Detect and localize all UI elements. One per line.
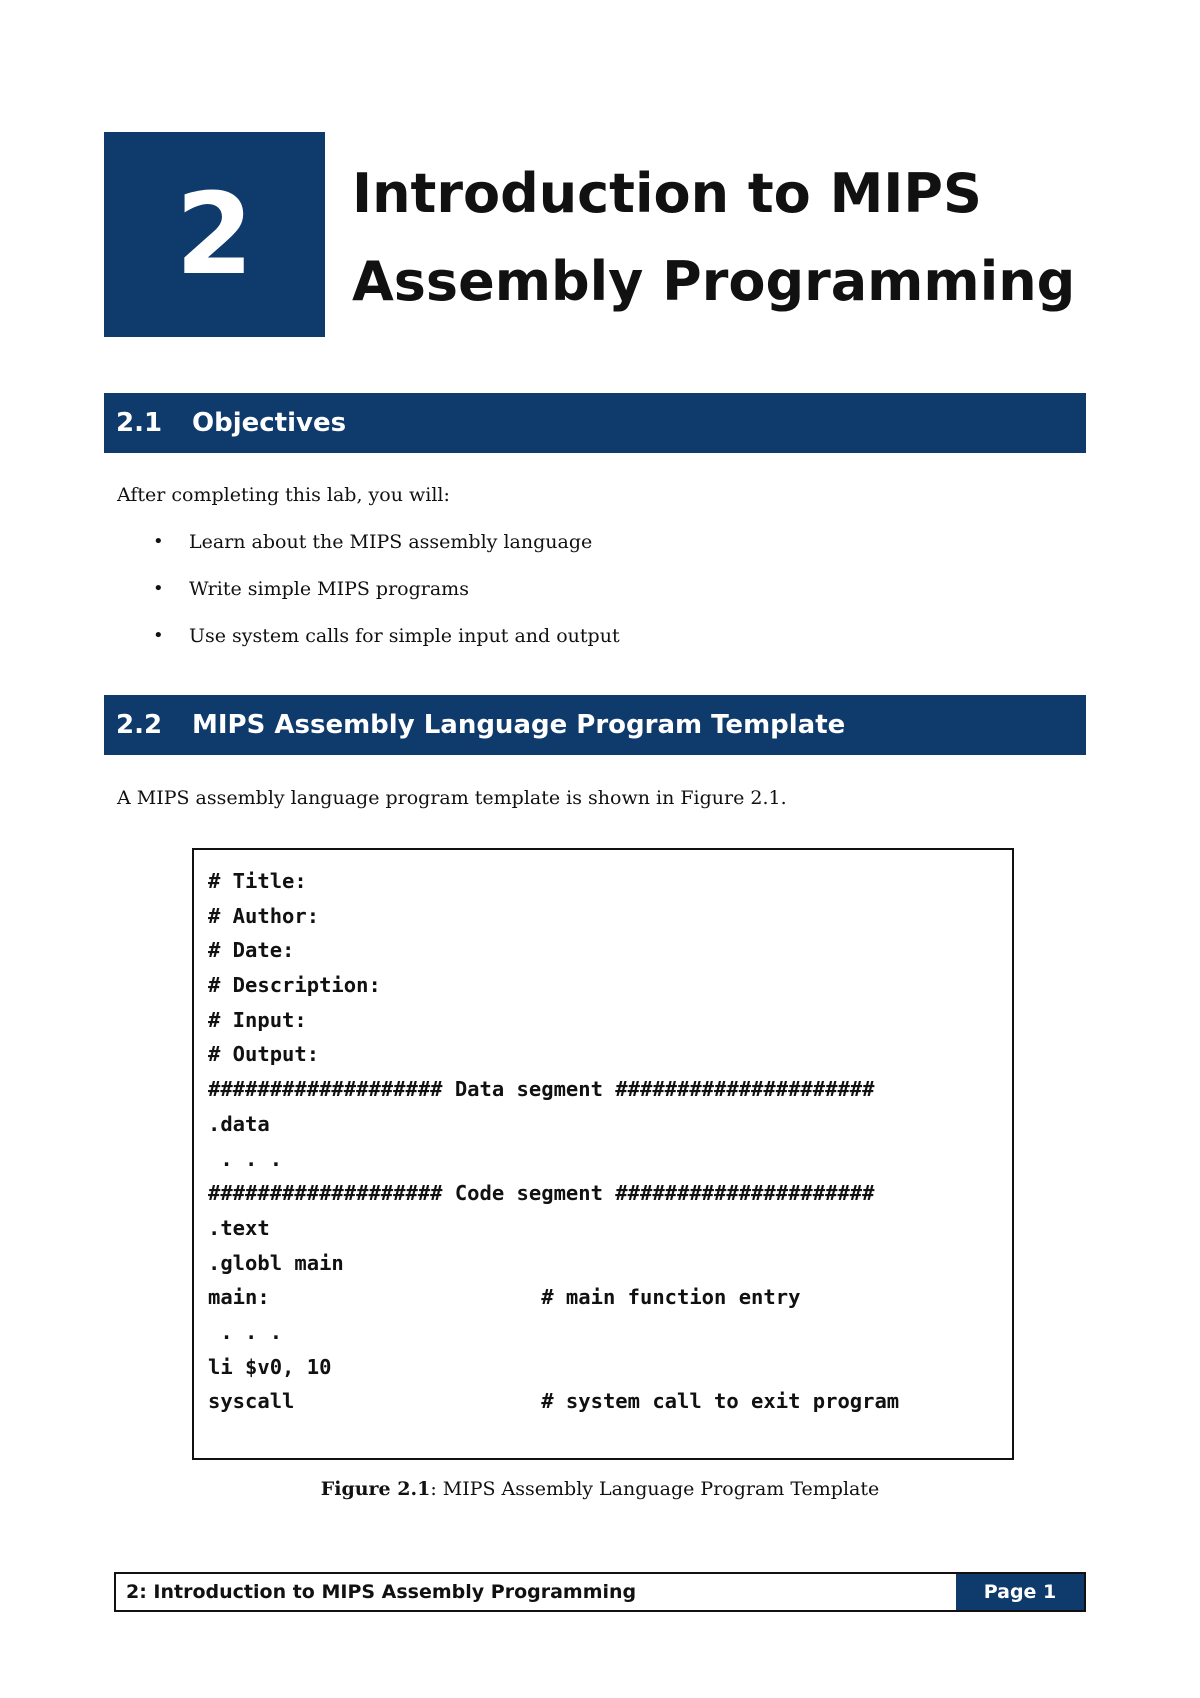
code-line: .data: [208, 1111, 270, 1136]
code-line: # Input:: [208, 1007, 307, 1032]
figure-caption-text: : MIPS Assembly Language Program Template: [430, 1478, 880, 1500]
objectives-intro: After completing this lab, you will:: [117, 484, 450, 506]
code-line: # Date:: [208, 938, 295, 963]
chapter-title-line-1: Introduction to MIPS: [352, 162, 982, 225]
code-line: # Title:: [208, 869, 307, 893]
list-item: [117, 522, 620, 569]
list-item: [117, 616, 620, 663]
section-heading-objectives: [104, 393, 1086, 453]
list-item-text: Use system calls for simple input and output: [189, 625, 620, 647]
bullet-icon: •: [153, 625, 164, 646]
section-number: 2.1: [116, 408, 163, 438]
code-line: syscall # system call to exit program: [208, 1389, 900, 1414]
code-line: ################### Code segment #####################: [208, 1181, 875, 1206]
figure-caption: [0, 1478, 1200, 1500]
code-line: ################### Data segment #####################: [208, 1077, 875, 1102]
bullet-icon: •: [153, 578, 164, 599]
page-footer: [114, 1572, 1086, 1612]
section-title: Objectives: [192, 408, 347, 438]
section-title: MIPS Assembly Language Program Template: [192, 710, 846, 740]
code-line: . . .: [208, 1319, 283, 1344]
figure-label: Figure 2.1: [320, 1478, 431, 1500]
code-line: . . .: [208, 1146, 283, 1171]
objectives-list: [117, 522, 620, 663]
section-heading-template: [104, 695, 1086, 755]
section-number: 2.2: [116, 710, 163, 740]
code-line: main: # main function entry: [208, 1285, 801, 1310]
footer-title: 2: Introduction to MIPS Assembly Programming: [126, 1581, 637, 1603]
chapter-title: [352, 150, 1152, 326]
chapter-title-line-2: Assembly Programming: [352, 250, 1076, 313]
list-item-text: Learn about the MIPS assembly language: [189, 531, 593, 553]
chapter-number: 2: [175, 169, 254, 300]
bullet-icon: •: [153, 531, 164, 552]
code-line: # Description:: [208, 973, 381, 998]
list-item-text: Write simple MIPS programs: [189, 578, 469, 600]
code-line: # Author:: [208, 903, 320, 928]
chapter-number-box: [104, 132, 325, 337]
template-intro: A MIPS assembly language program template is shown in Figure 2.1.: [117, 787, 787, 809]
code-line: .text: [208, 1215, 270, 1240]
code-listing: [192, 848, 1014, 1460]
code-line: # Output:: [208, 1042, 320, 1067]
list-item: [117, 569, 620, 616]
code-line: li $v0, 10: [208, 1354, 332, 1379]
page-number: Page 1: [956, 1574, 1084, 1610]
code-line: .globl main: [208, 1250, 344, 1275]
